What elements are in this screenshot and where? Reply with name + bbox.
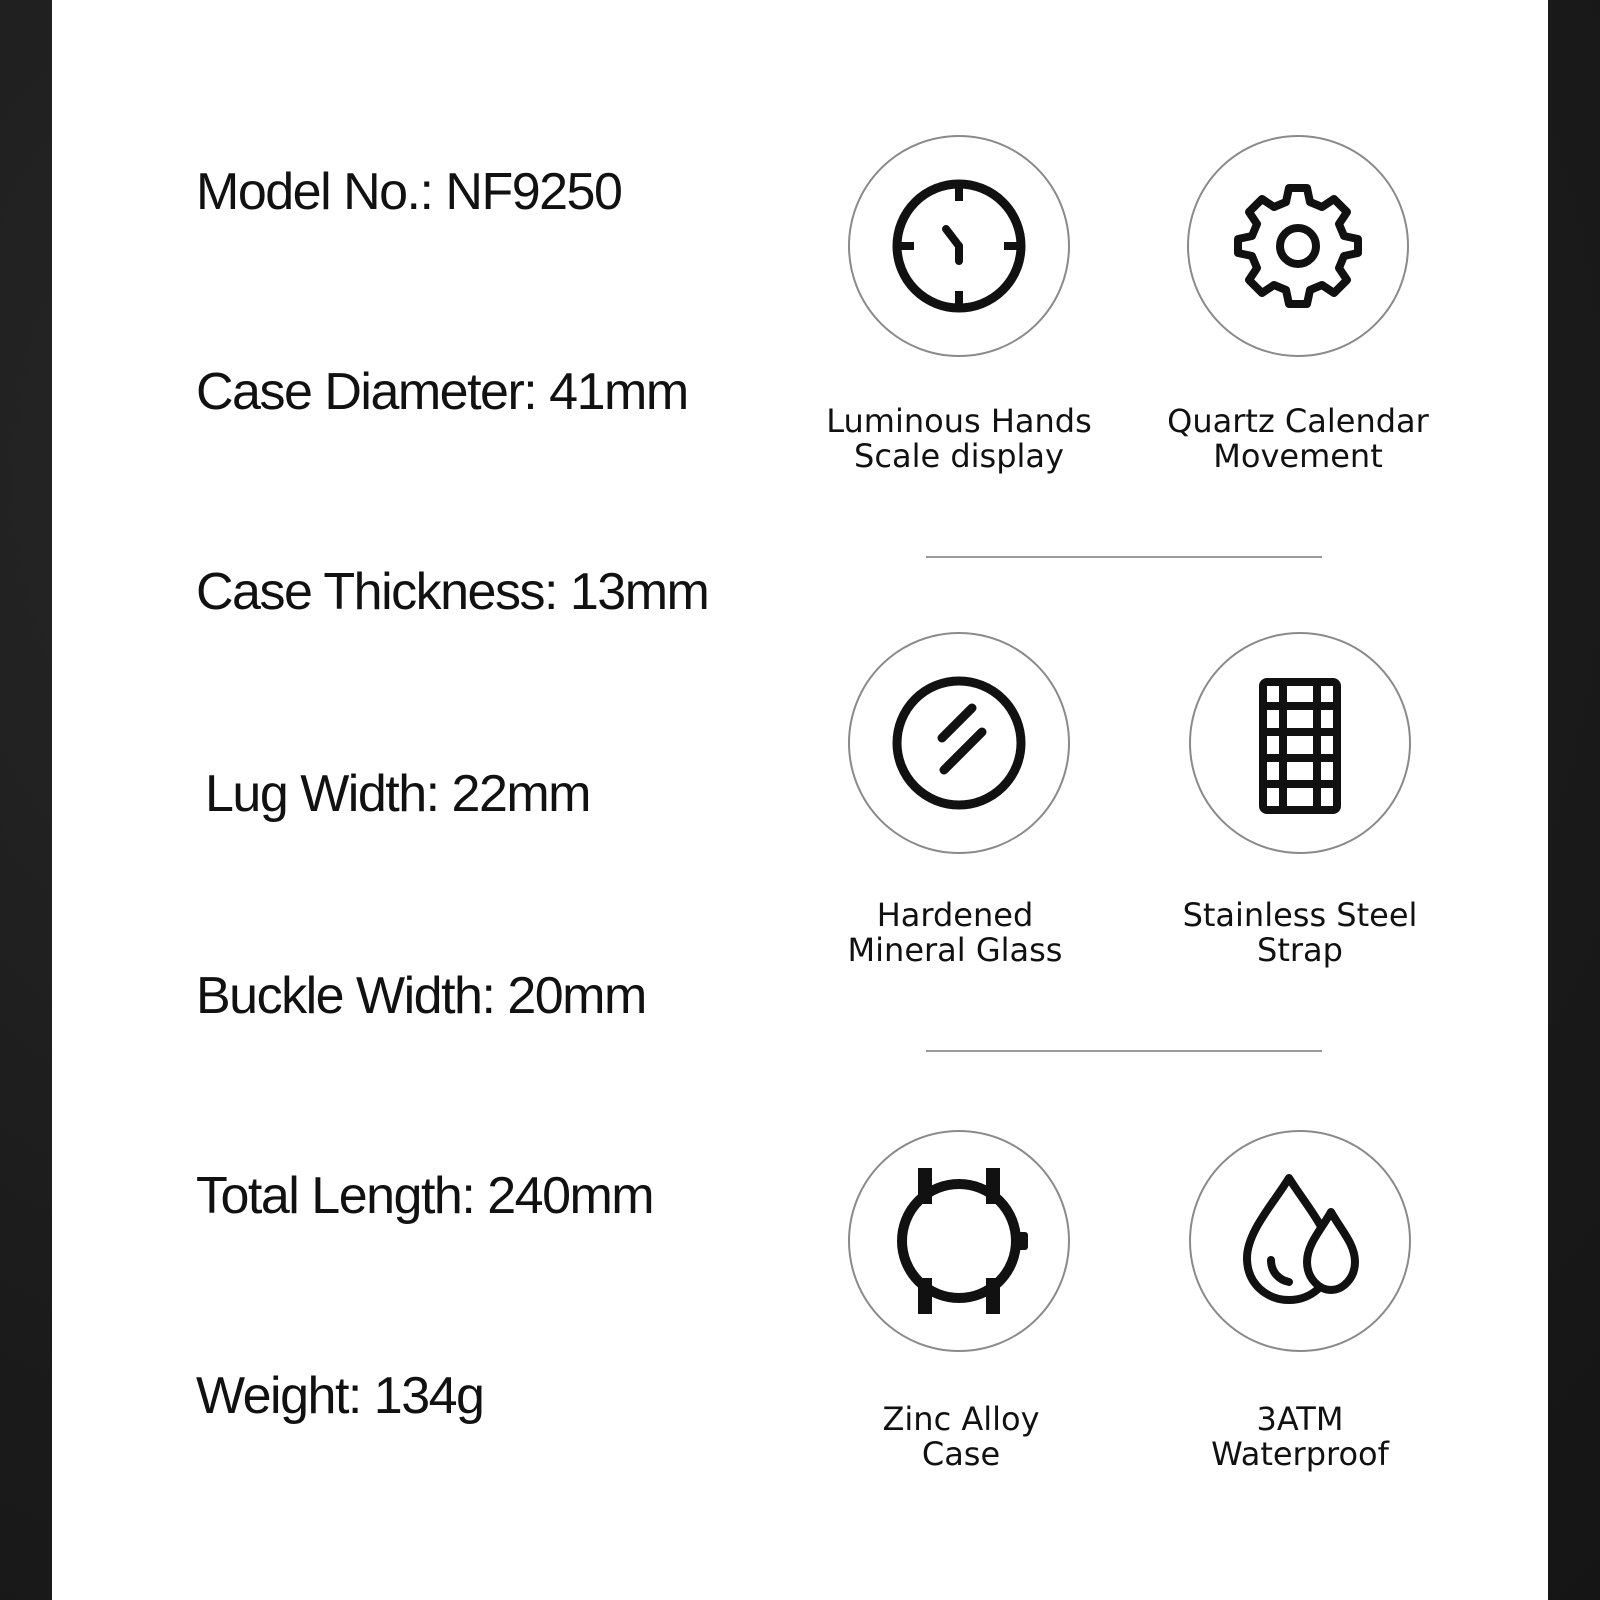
spec-buckle-width: Buckle Width: 20mm <box>196 967 646 1025</box>
feature-caption-line: Mineral Glass <box>847 931 1063 969</box>
watch-case-icon <box>850 1132 1068 1350</box>
spec-lug-width: Lug Width: 22mm <box>205 765 590 823</box>
feature-badge-luminous <box>848 135 1070 357</box>
feature-caption-line: 3ATM <box>1256 1400 1344 1438</box>
feature-caption-line: Scale display <box>854 437 1064 475</box>
feature-caption-line: Quartz Calendar <box>1167 402 1429 440</box>
section-divider <box>926 1050 1322 1052</box>
spec-case-diameter: Case Diameter: 41mm <box>196 363 688 421</box>
feature-badge-strap <box>1189 632 1411 854</box>
spec-model: Model No.: NF9250 <box>196 163 622 221</box>
gear-icon <box>1189 137 1407 355</box>
spec-case-thickness: Case Thickness: 13mm <box>196 563 709 621</box>
feature-badge-glass <box>848 632 1070 854</box>
feature-caption-line: Zinc Alloy <box>882 1400 1040 1438</box>
clock-icon <box>850 137 1068 355</box>
strap-icon <box>1191 634 1409 852</box>
feature-caption-line: Luminous Hands <box>826 402 1092 440</box>
feature-badge-waterproof <box>1189 1130 1411 1352</box>
feature-caption-line: Stainless Steel <box>1182 896 1418 934</box>
feature-caption-case <box>801 1402 1121 1472</box>
section-divider <box>926 556 1322 558</box>
feature-caption-line: Case <box>921 1435 1001 1473</box>
feature-badge-quartz <box>1187 135 1409 357</box>
feature-caption-line: Movement <box>1213 437 1383 475</box>
glass-icon <box>850 634 1068 852</box>
feature-caption-strap <box>1140 898 1460 968</box>
feature-badge-case <box>848 1130 1070 1352</box>
feature-caption-line: Strap <box>1257 931 1343 969</box>
feature-caption-line: Hardened <box>876 896 1034 934</box>
water-drops-icon <box>1191 1132 1409 1350</box>
feature-caption-line: Waterproof <box>1211 1435 1389 1473</box>
spec-total-length: Total Length: 240mm <box>196 1167 654 1225</box>
feature-caption-glass <box>795 898 1115 968</box>
feature-caption-luminous <box>799 404 1119 474</box>
spec-weight: Weight: 134g <box>196 1367 484 1425</box>
feature-caption-waterproof <box>1140 1402 1460 1472</box>
feature-caption-quartz <box>1138 404 1458 474</box>
